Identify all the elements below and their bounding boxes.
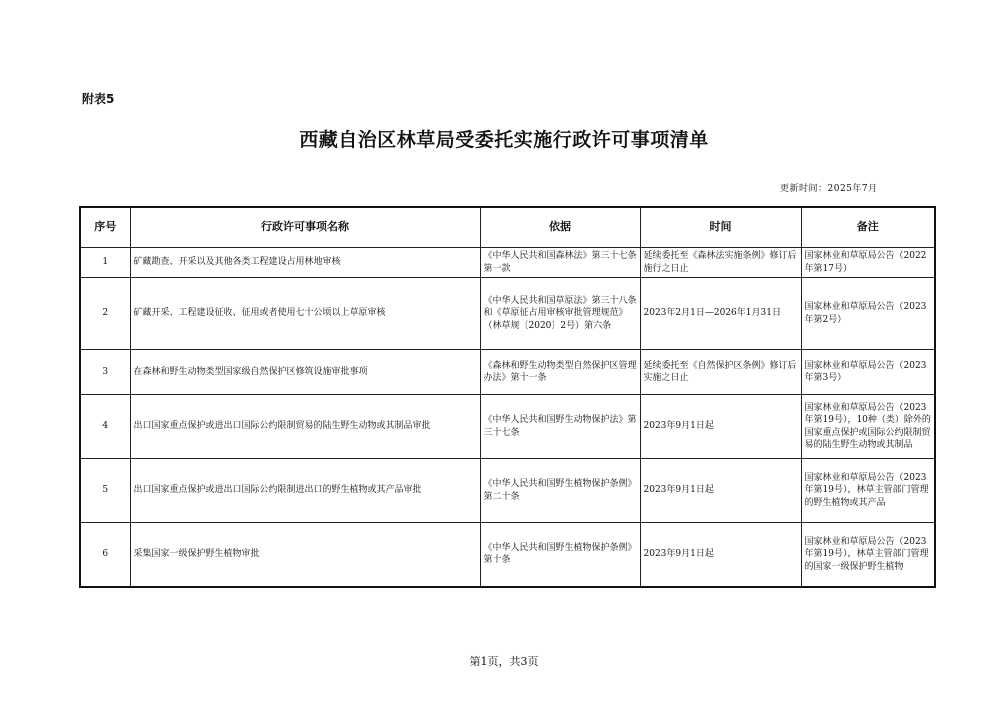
permit-basis: 《中华人民共和国野生植物保护条例》第十条 [480,523,640,587]
permit-time: 延续委托至《森林法实施条例》修订后施行之日止 [640,248,801,278]
permit-basis: 《森林和野生动物类型自然保护区管理办法》第十一条 [480,350,640,395]
row-number: 6 [80,523,130,587]
column-header-name: 行政许可事项名称 [130,207,480,248]
permit-note: 国家林业和草原局公告（2023年第19号），林草主管部门管理的野生植物或其产品 [801,459,935,523]
permit-note: 国家林业和草原局公告（2023年第2号） [801,278,935,350]
permit-basis: 《中华人民共和国草原法》第三十八条和《草原征占用审核审批管理规范》（林草规〔2020〕2号）第六条 [480,278,640,350]
permit-name: 矿藏开采、工程建设征收、征用或者使用七十公顷以上草原审核 [130,278,480,350]
permit-time: 2023年9月1日起 [640,395,801,459]
attachment-label: 附表5 [82,92,115,106]
row-number: 1 [80,248,130,278]
permit-basis: 《中华人民共和国森林法》第三十七条第一款 [480,248,640,278]
column-header-basis: 依据 [480,207,640,248]
permit-note: 国家林业和草原局公告（2023年第3号） [801,350,935,395]
permit-basis: 《中华人民共和国野生植物保护条例》第二十条 [480,459,640,523]
table-row [80,395,935,459]
permit-basis: 《中华人民共和国野生动物保护法》第三十七条 [480,395,640,459]
permit-name: 在森林和野生动物类型国家级自然保护区修筑设施审批事项 [130,350,480,395]
permit-time: 2023年9月1日起 [640,523,801,587]
column-header-note: 备注 [801,207,935,248]
permit-time: 2023年2月1日—2026年1月31日 [640,278,801,350]
update-date: 更新时间：2025年7月 [780,184,878,194]
permit-name: 矿藏勘查、开采以及其他各类工程建设占用林地审核 [130,248,480,278]
table-row [80,248,935,278]
permit-table [79,206,936,588]
permit-name: 出口国家重点保护或进出口国际公约限制进出口的野生植物或其产品审批 [130,459,480,523]
page-footer: 第1页，共3页 [469,655,539,668]
permit-time: 延续委托至《自然保护区条例》修订后实施之日止 [640,350,801,395]
permit-note: 国家林业和草原局公告（2023年第19号），10种（类）除外的国家重点保护或国际公约限制贸易的陆生野生动物或其制品 [801,395,935,459]
document-title: 西藏自治区林草局受委托实施行政许可事项清单 [299,129,709,151]
column-header-time: 时间 [640,207,801,248]
column-header-no: 序号 [80,207,130,248]
row-number: 2 [80,278,130,350]
table-row [80,459,935,523]
permit-note: 国家林业和草原局公告（2022年第17号） [801,248,935,278]
permit-note: 国家林业和草原局公告（2023年第19号），林草主管部门管理的国家一级保护野生植物 [801,523,935,587]
table-row [80,350,935,395]
permit-name: 出口国家重点保护或进出口国际公约限制贸易的陆生野生动物或其制品审批 [130,395,480,459]
permit-name: 采集国家一级保护野生植物审批 [130,523,480,587]
table-row [80,523,935,587]
table-header-row [80,207,935,248]
row-number: 4 [80,395,130,459]
row-number: 3 [80,350,130,395]
permit-time: 2023年9月1日起 [640,459,801,523]
row-number: 5 [80,459,130,523]
table-row [80,278,935,350]
